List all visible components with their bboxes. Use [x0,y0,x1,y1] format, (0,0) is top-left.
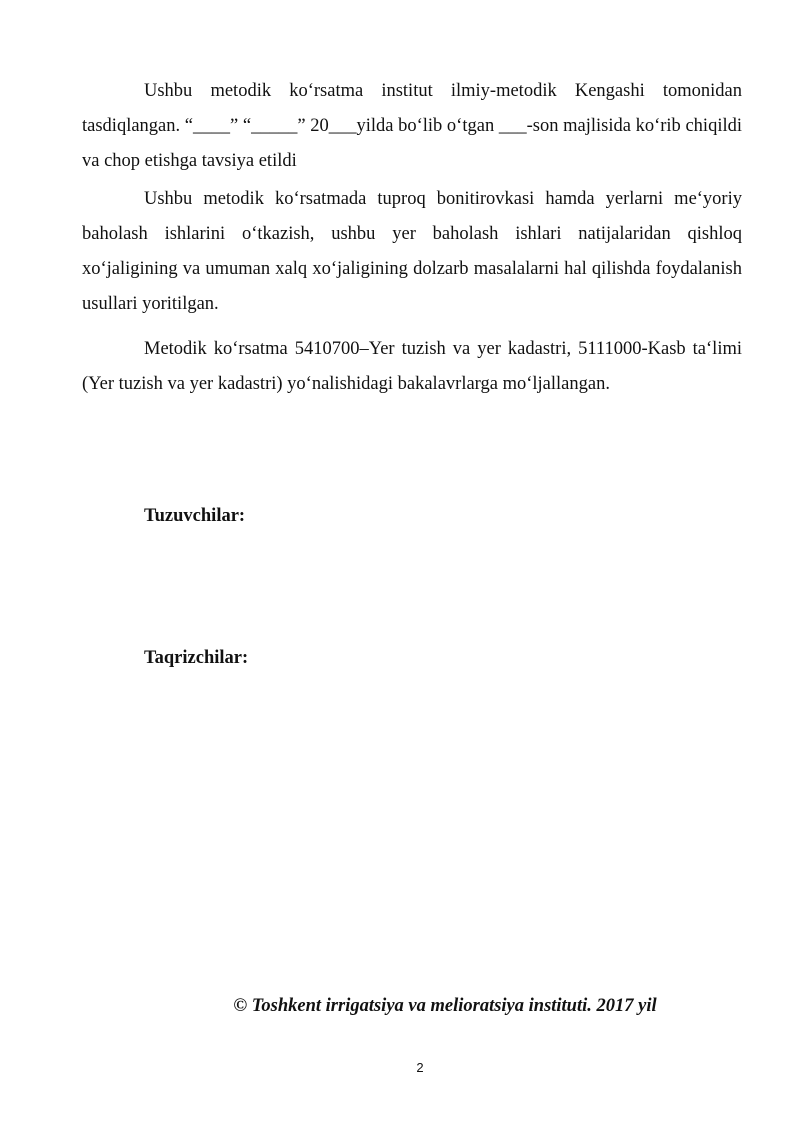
copyright-notice: © Toshkent irrigatsiya va melioratsiya instituti. 2017 yil [233,996,657,1016]
approval-paragraph: Ushbu metodik koʻrsatma institut ilmiy-metodik Kengashi tomonidan tasdiqlangan. “____” “_____” 20___yilda boʻlib oʻtgan ___-son majlisida koʻrib chiqildi va chop etishga tavsiya etildi [82,81,742,171]
description-paragraph: Ushbu metodik koʻrsatmada tuproq bonitirovkasi hamda yerlarni meʻyoriy baholash ishlarini oʻtkazish, ushbu yer baholash ishlari natijalaridan qishloq xoʻjaligining va umuman xalq xoʻjaligining dolzarb masalalarni hal qilishda foydalanish usullari yoritilgan. [82,189,742,314]
reviewers-heading: Taqrizchilar: [144,648,249,668]
audience-paragraph: Metodik koʻrsatma 5410700–Yer tuzish va yer kadastri, 5111000-Kasb taʻlimi (Yer tuzish va yer kadastri) yoʻnalishidagi bakalavrlarga moʻljallangan. [82,339,742,394]
page-number: 2 [416,1060,424,1075]
compilers-heading: Tuzuvchilar: [144,506,246,526]
